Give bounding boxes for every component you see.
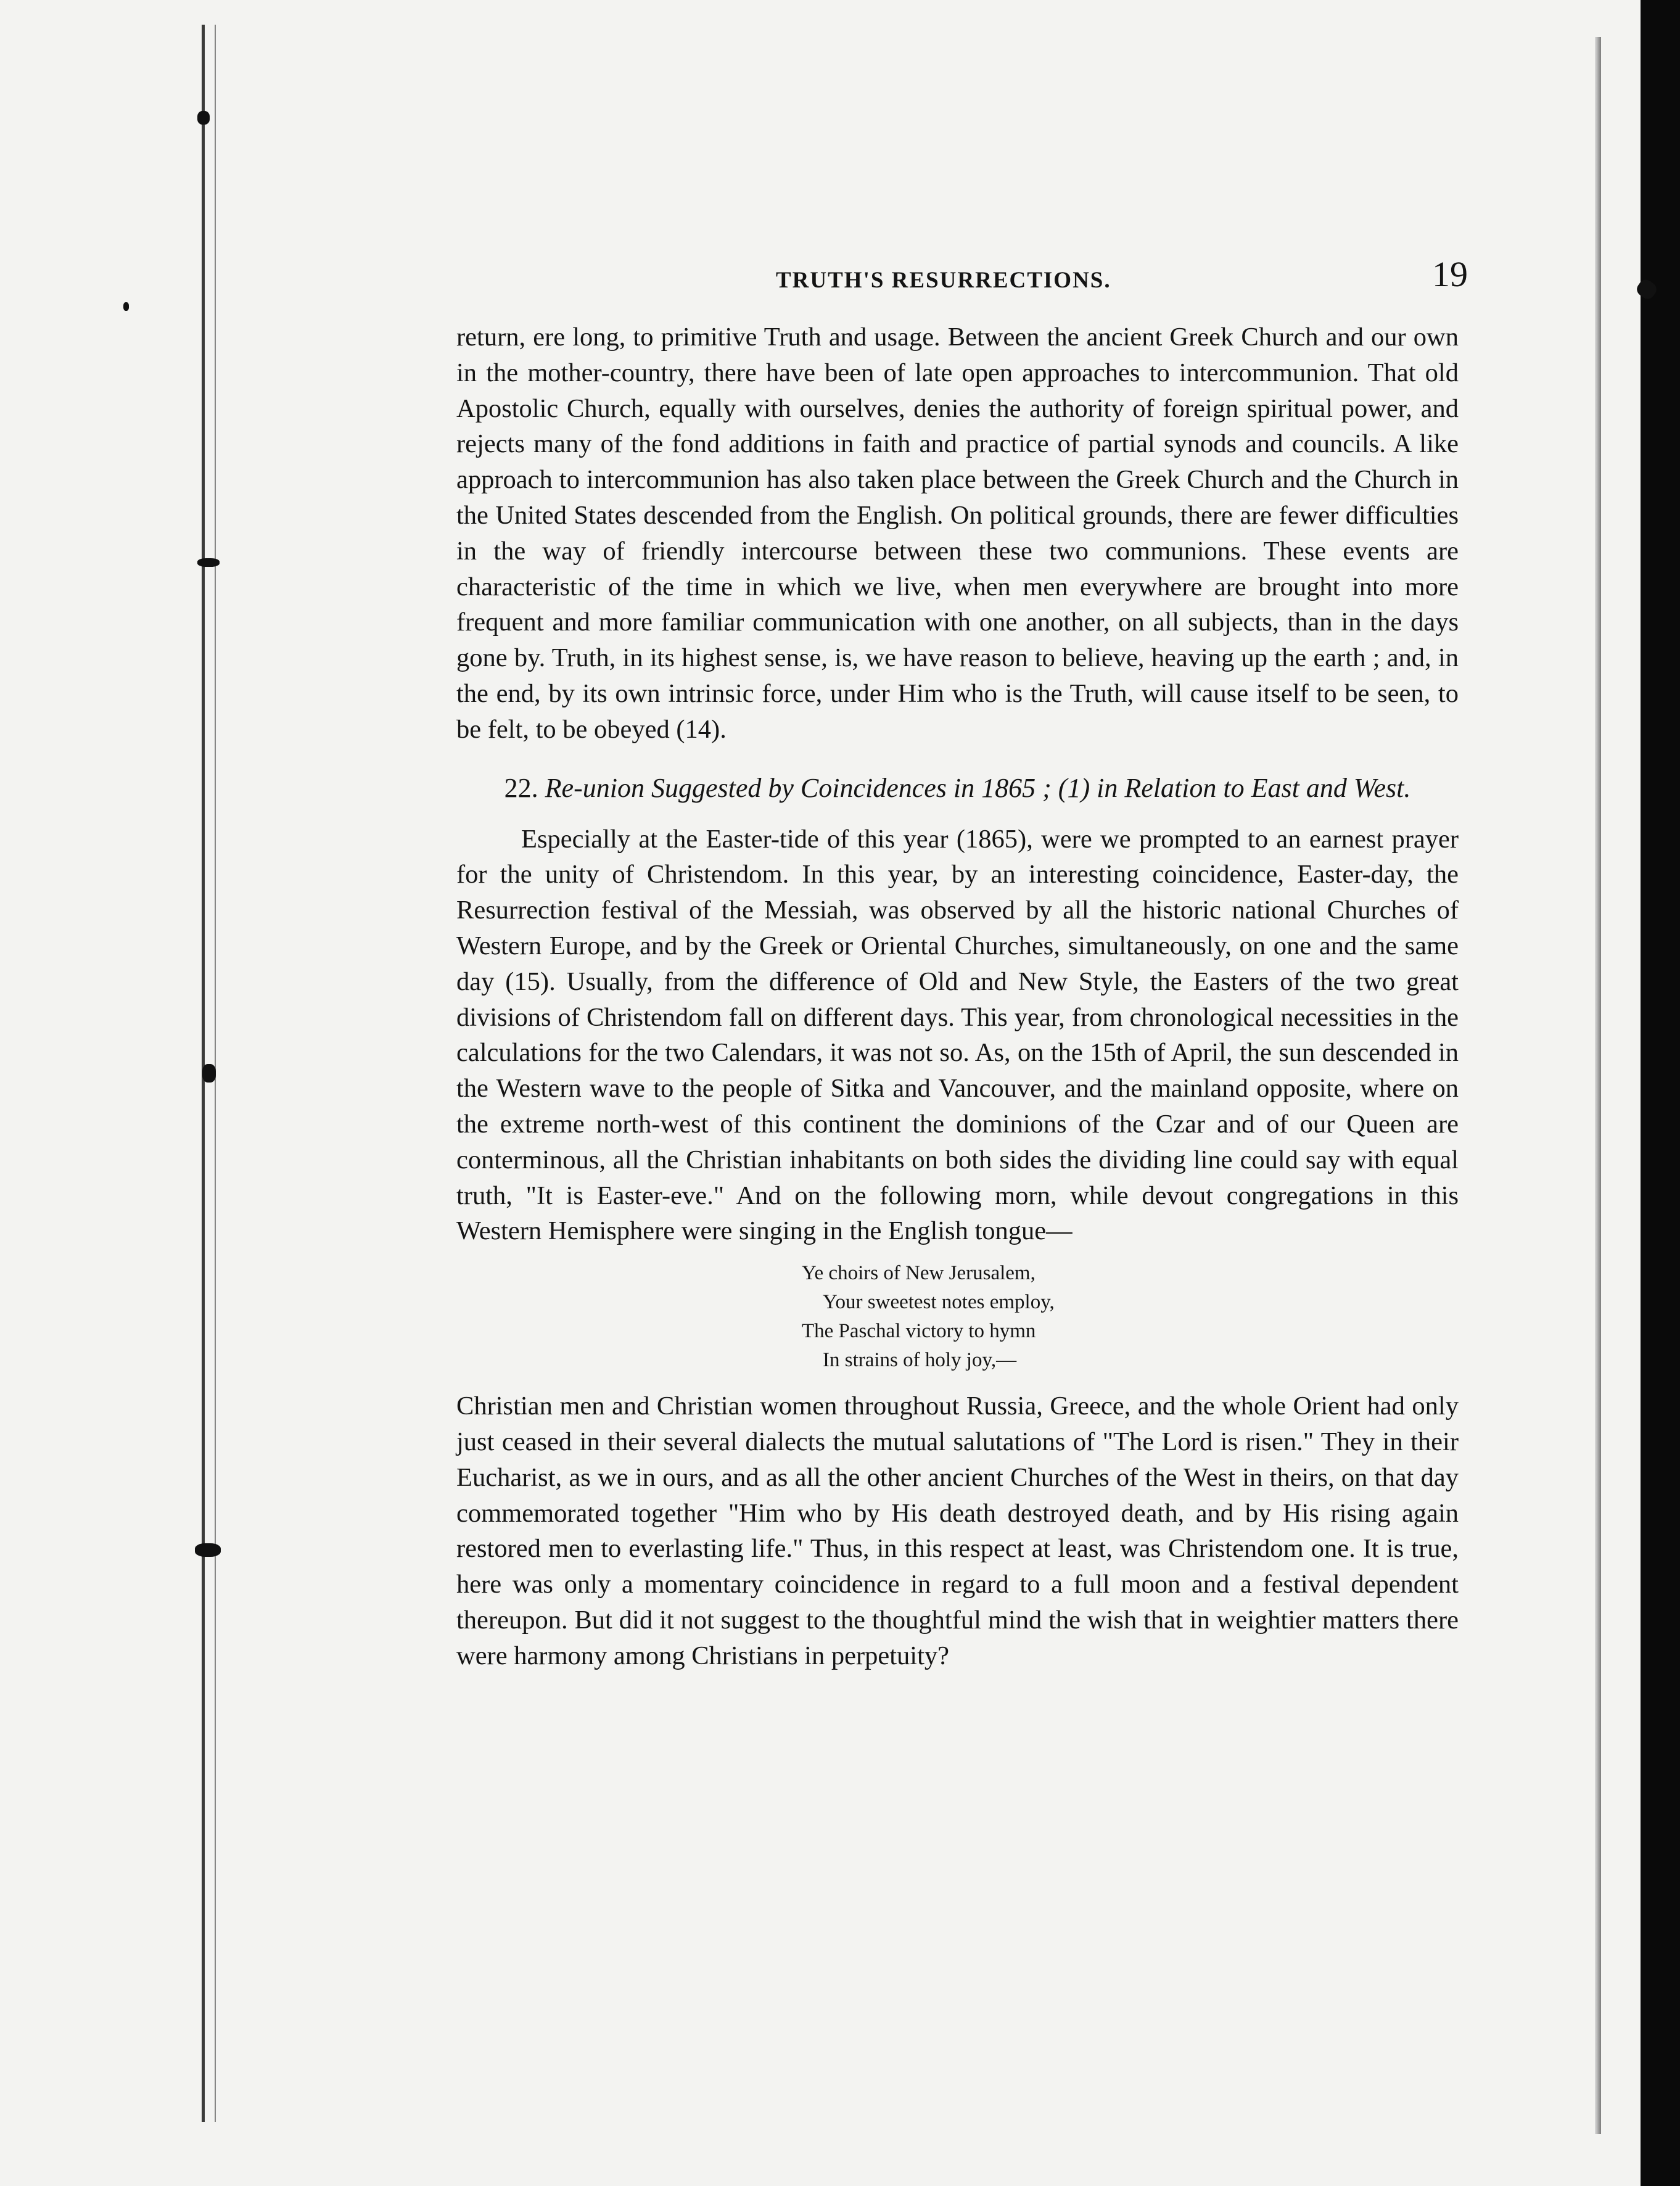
- page-edge-shadow: [1595, 37, 1601, 2134]
- edge-speck: [1634, 277, 1660, 302]
- binding-thread-mark: [202, 1064, 216, 1083]
- hymn-verse: [802, 1259, 1459, 1375]
- binding-thread-mark: [197, 558, 220, 567]
- page-number: 19: [1432, 254, 1468, 294]
- verse-line: The Paschal victory to hymn: [802, 1320, 1036, 1343]
- verse-line: In strains of holy joy,—: [823, 1349, 1017, 1372]
- body-text: [456, 320, 1459, 1674]
- section-heading-text: Re-union Suggested by Coincidences in 1865 ; (1) in Relation to East and West.: [545, 772, 1411, 803]
- verse-line: Your sweetest notes employ,: [823, 1291, 1055, 1314]
- running-title: TRUTH'S RESURRECTIONS.: [776, 268, 1111, 293]
- section-number: 22.: [504, 772, 538, 803]
- paragraph: return, ere long, to primitive Truth and usage. Between the ancient Greek Church and our own in the mother-country, there have been of late open approaches to intercommunion. That old Apostolic Church, equally with ourselves, denies the authority of foreign spiritual power, and rejects many of the fond additions in faith and practice of partial synods and councils. A like approach to intercommunion has also taken place between the Greek Church and the Church in the United States descended from the English. On political grounds, there are fewer difficulties in the way of friendly intercourse between these two communions. These events are characteristic of the time in which we live, when men everywhere are brought into more frequent and more familiar communication with one another, on all subjects, than in the days gone by. Truth, in its highest sense, is, we have reason to believe, heaving up the earth ; and, in the end, by its own intrinsic force, under Him who is the Truth, will cause itself to be seen, to be felt, to be obeyed (14).: [456, 323, 1459, 744]
- binding-thread-mark: [197, 111, 210, 125]
- paragraph: Especially at the Easter-tide of this year (1865), were we prompted to an earnest prayer for the unity of Christendom. In this year, by an interesting coincidence, Easter-day, the Resurrection festival of the Messiah, was observed by all the historic national Churches of Western Europe, and by the Greek or Oriental Churches, simultaneously, on one and the same day (15). Usually, from the difference of Old and New Style, the Easters of the two great divisions of Christendom fall on different days. This year, from chronological necessities in the calculations for the two Calendars, it was not so. As, on the 15th of April, the sun descended in the Western wave to the people of Sitka and Vancouver, and the mainland opposite, where on the extreme north-west of this continent the dominions of the Czar and of our Queen are conterminous, all the Christian inhabitants on both sides the dividing line could say with equal truth, "It is Easter-eve." And on the following morn, while devout congregations in this Western Hemisphere were singing in the English tongue—: [456, 824, 1459, 1246]
- running-header: [456, 254, 1468, 299]
- binding-thread-mark: [195, 1543, 221, 1557]
- section-heading: [456, 770, 1459, 807]
- stray-speck: [123, 302, 129, 311]
- paragraph: Christian men and Christian women throughout Russia, Greece, and the whole Orient had only just ceased in their several dialects the mutual salutations of "The Lord is risen." They in their Eucharist, as we in ours, and as all the other ancient Churches of the West in theirs, on that day commemorated together "Him who by His death destroyed death, and by His rising again restored men to everlasting life." Thus, in this respect at least, was Christendom one. It is true, here was only a momentary coincidence in regard to a full moon and a festival dependent thereupon. But did it not suggest to the thoughtful mind the wish that in weightier matters there were harmony among Christians in perpetuity?: [456, 1392, 1459, 1670]
- verse-line: Ye choirs of New Jerusalem,: [802, 1262, 1036, 1285]
